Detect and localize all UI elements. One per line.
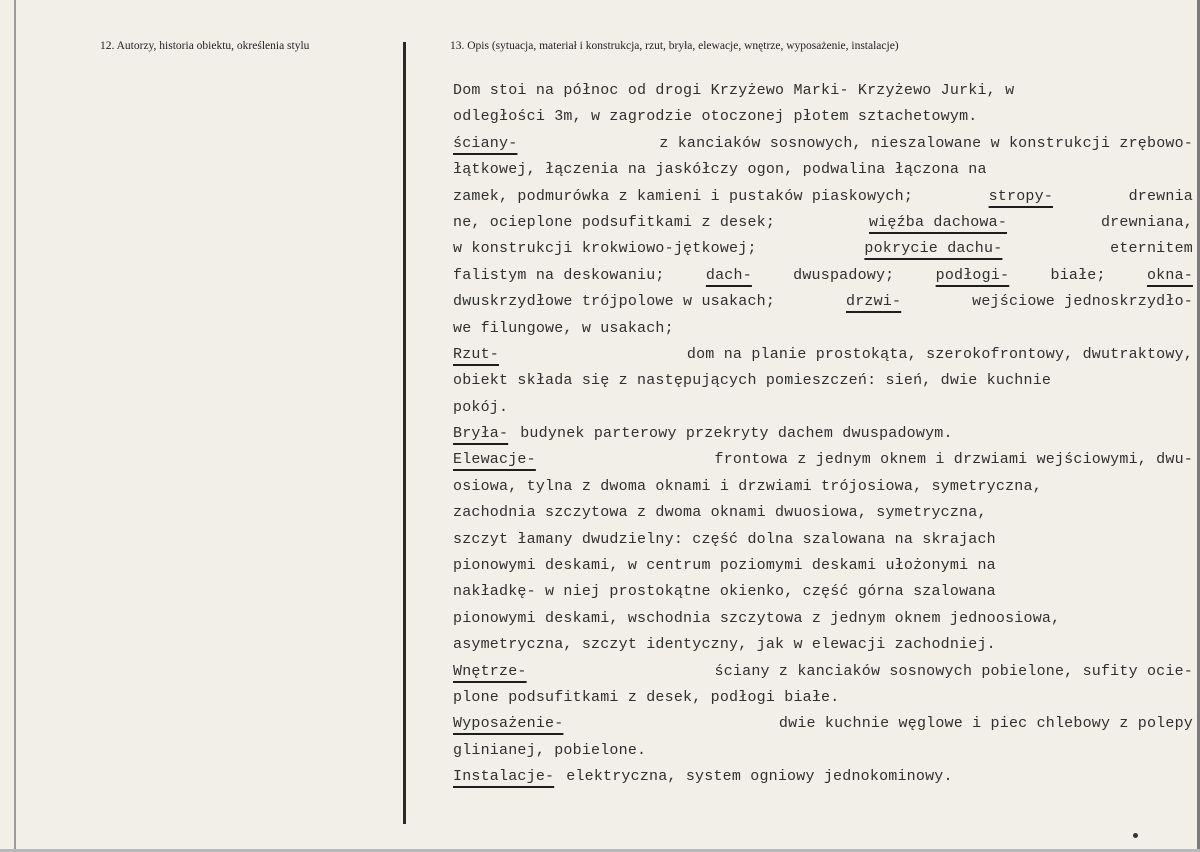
text-segment: dwie kuchnie węglowe i piec chlebowy z polepy: [778, 715, 1193, 733]
text-segment: drewniana,: [1100, 213, 1193, 231]
text-line: [453, 738, 1193, 764]
underlined-section-label: Bryła-: [453, 425, 509, 443]
section-12-heading: 12. Autorzy, historia obiektu, określenia stylu: [100, 40, 310, 52]
underlined-section-label: podłogi-: [935, 266, 1010, 284]
underlined-section-label: Wyposażenie-: [453, 715, 564, 733]
underlined-section-label: Wnętrze-: [453, 662, 527, 680]
underlined-section-label: dach-: [705, 266, 752, 284]
description-text: [453, 78, 1193, 791]
text-line: [453, 236, 1193, 262]
text-segment: dwuspadowy;: [793, 266, 895, 284]
text-line: [453, 131, 1193, 157]
text-segment: odległości 3m, w zagrodzie otoczonej płotem sztachetowym.: [453, 108, 978, 126]
ink-mark: [1133, 833, 1138, 838]
text-line: [453, 711, 1193, 737]
text-segment: elektryczna, system ogniowy jednokominowy.: [566, 768, 953, 786]
text-line: [453, 78, 1193, 104]
text-line: [453, 184, 1193, 210]
underlined-section-label: więźba dachowa-: [869, 213, 1008, 231]
text-line: [453, 579, 1193, 605]
text-line: [453, 368, 1193, 394]
text-segment: plone podsufitkami z desek, podłogi białe.: [453, 688, 840, 706]
text-line: [453, 606, 1193, 632]
underlined-section-label: Rzut-: [453, 345, 500, 363]
text-line: [453, 421, 1193, 447]
text-line: [453, 527, 1193, 553]
text-line: [453, 632, 1193, 658]
text-segment: glinianej, pobielone.: [453, 741, 647, 759]
text-segment: w konstrukcji krokwiowo-jętkowej;: [453, 240, 757, 258]
text-line: [453, 685, 1193, 711]
text-segment: asymetryczna, szczyt identyczny, jak w elewacji zachodniej.: [453, 636, 996, 654]
text-segment: pionowymi deskami, wschodnia szczytowa z jednym oknem jednoosiowa,: [453, 609, 1061, 627]
text-line: [453, 263, 1193, 289]
text-segment: wejściowe jednoskrzydło-: [972, 293, 1193, 311]
text-line: [453, 395, 1193, 421]
text-segment: z kanciaków sosnowych, nieszalowane w konstrukcji zrębowo-: [659, 134, 1193, 152]
text-line: [453, 104, 1193, 130]
text-segment: zamek, podmurówka z kamieni i pustaków piaskowych;: [453, 187, 914, 205]
section-13-heading: 13. Opis (sytuacja, materiał i konstrukcja, rzut, bryła, elewacje, wnętrze, wyposażenie, instalacje): [450, 40, 899, 52]
text-segment: falistym na deskowaniu;: [453, 266, 665, 284]
text-segment: ne, ocieplone podsufitkami z desek;: [453, 213, 776, 231]
text-segment: dom na planie prostokąta, szerokofrontowy, dwutraktowy,: [686, 345, 1193, 363]
underlined-section-label: Instalacje-: [453, 768, 555, 786]
page-left-edge: [14, 0, 16, 852]
text-segment: obiekt składa się z następujących pomieszczeń: sień, dwie kuchnie: [453, 372, 1052, 390]
text-segment: osiowa, tylna z dwoma oknami i drzwiami trójosiowa, symetryczna,: [453, 477, 1042, 495]
text-line: [453, 210, 1193, 236]
text-segment: ściany z kanciaków sosnowych pobielone, sufity ocie-: [714, 662, 1193, 680]
text-segment: łątkowej, łączenia na jaskółczy ogon, podwalina łączona na: [453, 161, 987, 179]
text-segment: eternitem: [1110, 240, 1193, 258]
text-segment: pokój.: [453, 398, 509, 416]
text-line: [453, 659, 1193, 685]
text-segment: frontowa z jednym oknem i drzwiami wejściowymi, dwu-: [714, 451, 1193, 469]
column-divider: [403, 42, 406, 824]
text-line: [453, 500, 1193, 526]
text-line: [453, 474, 1193, 500]
underlined-section-label: ściany-: [453, 134, 518, 152]
underlined-section-label: Elewacje-: [453, 451, 536, 469]
text-segment: drewnia: [1128, 187, 1193, 205]
underlined-section-label: drzwi-: [846, 293, 902, 311]
text-line: [453, 447, 1193, 473]
text-line: [453, 316, 1193, 342]
text-line: [453, 157, 1193, 183]
text-line: [453, 342, 1193, 368]
text-segment: we filungowe, w usakach;: [453, 319, 674, 337]
text-segment: szczyt łamany dwudzielny: część dolna szalowana na skrajach: [453, 530, 996, 548]
text-line: [453, 289, 1193, 315]
text-line: [453, 553, 1193, 579]
underlined-section-label: stropy-: [988, 187, 1054, 205]
text-line: [453, 764, 1193, 790]
text-segment: dwuskrzydłowe trójpolowe w usakach;: [453, 293, 776, 311]
text-segment: pionowymi deskami, w centrum poziomymi deskami ułożonymi na: [453, 557, 996, 575]
text-segment: zachodnia szczytowa z dwoma oknami dwuosiowa, symetryczna,: [453, 504, 987, 522]
underlined-section-label: okna-: [1146, 266, 1193, 284]
text-segment: białe;: [1050, 266, 1106, 284]
text-segment: nakładkę- w niej prostokątne okienko, część górna szalowana: [453, 583, 996, 601]
text-segment: Dom stoi na północ od drogi Krzyżewo Marki- Krzyżewo Jurki, w: [453, 82, 1015, 99]
underlined-section-label: pokrycie dachu-: [864, 240, 1003, 258]
text-segment: budynek parterowy przekryty dachem dwuspadowym.: [520, 425, 953, 443]
